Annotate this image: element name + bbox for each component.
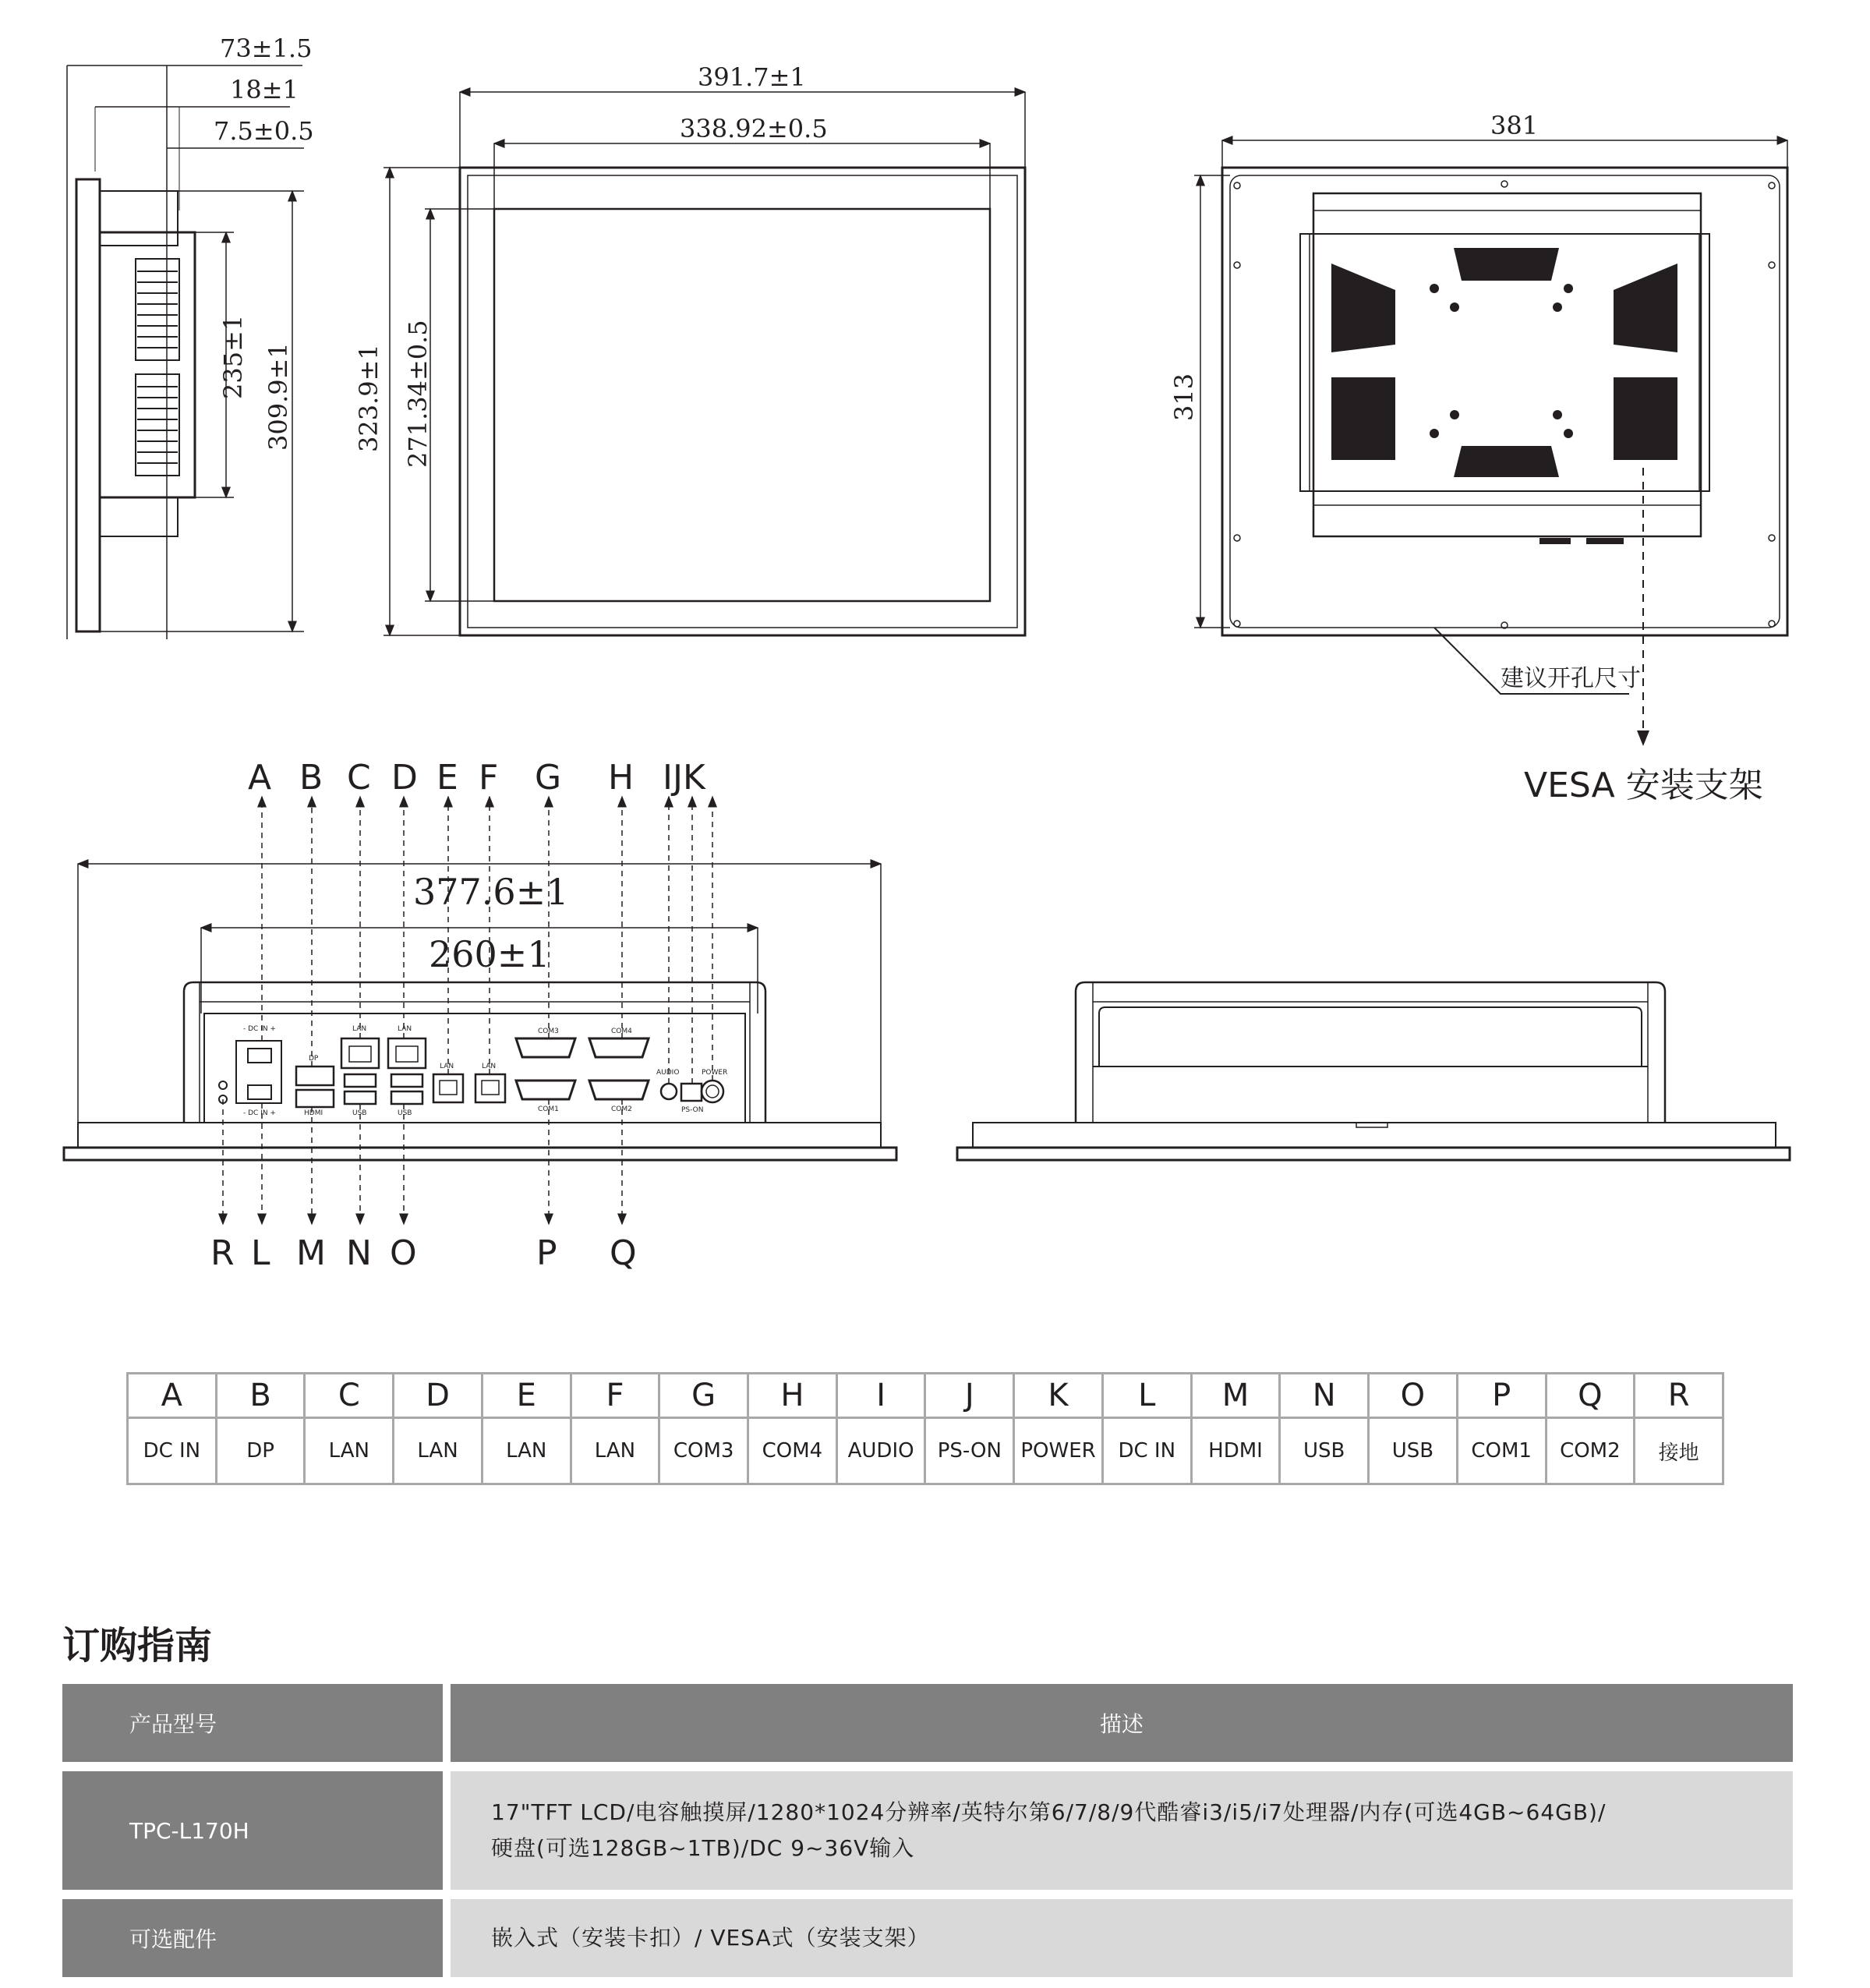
- label-lan1: LAN: [352, 1025, 367, 1033]
- dim-side-7-5: 7.5±0.5: [214, 116, 314, 146]
- port-name: COM3: [659, 1418, 748, 1484]
- port-name: DC IN: [128, 1418, 217, 1484]
- callout-o: O: [390, 1233, 417, 1273]
- port-letter: D: [394, 1374, 483, 1418]
- label-power: POWER: [702, 1069, 728, 1077]
- ordering-desc-line2: 硬盘(可选128GB~1TB)/DC 9~36V输入: [491, 1835, 915, 1861]
- dim-front-screen-height: 271.34±0.5: [403, 320, 433, 468]
- callout-n: N: [346, 1233, 372, 1273]
- dim-front-height: 323.9±1: [354, 344, 384, 452]
- port-letter: E: [482, 1374, 571, 1418]
- callout-a: A: [248, 758, 272, 798]
- port-letter: Q: [1546, 1374, 1635, 1418]
- callout-e: E: [437, 758, 458, 798]
- dim-back-width: 381: [1490, 111, 1539, 140]
- label-lan4: LAN: [482, 1063, 497, 1070]
- dim-io-span: 260±1: [429, 933, 550, 975]
- port-letter: P: [1457, 1374, 1546, 1418]
- callout-f: F: [479, 758, 499, 798]
- callout-ijk: IJK: [663, 758, 705, 798]
- port-letter: R: [1635, 1374, 1723, 1418]
- port-letter: A: [128, 1374, 217, 1418]
- label-dc-top: - DC IN +: [243, 1025, 276, 1033]
- rear-edge-view: [957, 982, 1790, 1160]
- port-letter: B: [216, 1374, 305, 1418]
- port-name: COM1: [1457, 1418, 1546, 1484]
- callout-d: D: [391, 758, 418, 798]
- port-legend-table: [126, 1372, 1724, 1485]
- port-letter: F: [571, 1374, 659, 1418]
- label-dp: DP: [309, 1055, 319, 1063]
- port-letter: I: [836, 1374, 925, 1418]
- label-lan3: LAN: [440, 1063, 454, 1070]
- callout-h: H: [608, 758, 635, 798]
- callout-m: M: [296, 1233, 326, 1273]
- label-com3: COM3: [538, 1028, 559, 1035]
- callout-r: R: [210, 1233, 235, 1273]
- port-letter: M: [1191, 1374, 1280, 1418]
- dim-side-235: 235±1: [218, 314, 248, 399]
- label-com4: COM4: [611, 1028, 632, 1035]
- front-view: [384, 92, 1025, 635]
- port-letter: J: [925, 1374, 1014, 1418]
- port-letter: G: [659, 1374, 748, 1418]
- port-name: LAN: [571, 1418, 659, 1484]
- vesa-bracket-label: VESA 安装支架: [1524, 766, 1763, 805]
- port-name: AUDIO: [836, 1418, 925, 1484]
- dim-side-18: 18±1: [230, 75, 299, 104]
- port-name: LAN: [394, 1418, 483, 1484]
- port-letter: L: [1102, 1374, 1191, 1418]
- cutout-note: 建议开孔尺寸: [1501, 665, 1641, 692]
- callout-g: G: [535, 758, 562, 798]
- port-name: USB: [1280, 1418, 1369, 1484]
- port-name: DP: [216, 1418, 305, 1484]
- port-letter: K: [1014, 1374, 1103, 1418]
- label-pson: PS-ON: [681, 1106, 704, 1114]
- ordering-desc-line1: 17"TFT LCD/电容触摸屏/1280*1024分辨率/英特尔第6/7/8/9代酷睿i3/i5/i7处理器/内存(可选4GB~64GB)/: [491, 1799, 1607, 1825]
- back-view: [1222, 168, 1787, 635]
- port-name: USB: [1369, 1418, 1458, 1484]
- port-name: COM2: [1546, 1418, 1635, 1484]
- callout-q: Q: [610, 1233, 637, 1273]
- ordering-description: [451, 1771, 1793, 1890]
- vesa-plate: [1331, 248, 1677, 544]
- port-letter: H: [748, 1374, 837, 1418]
- label-com1: COM1: [538, 1105, 559, 1113]
- port-name: DC IN: [1102, 1418, 1191, 1484]
- callout-c: C: [347, 758, 371, 798]
- callout-p: P: [536, 1233, 557, 1273]
- port-name: HDMI: [1191, 1418, 1280, 1484]
- port-name: LAN: [482, 1418, 571, 1484]
- label-usb1: USB: [352, 1109, 367, 1117]
- ordering-model: TPC-L170H: [62, 1771, 443, 1890]
- callout-b: B: [299, 758, 323, 798]
- dim-back-height: 313: [1169, 373, 1199, 421]
- label-hdmi: HDMI: [304, 1109, 323, 1117]
- ordering-header-model: 产品型号: [62, 1684, 443, 1762]
- port-name: COM4: [748, 1418, 837, 1484]
- ordering-header-desc: 描述: [451, 1684, 1793, 1762]
- port-letter: C: [305, 1374, 394, 1418]
- port-letter: O: [1369, 1374, 1458, 1418]
- ordering-guide-title: 订购指南: [62, 1624, 213, 1668]
- dim-side-309: 309.9±1: [263, 342, 293, 451]
- port-letter: N: [1280, 1374, 1369, 1418]
- label-audio: AUDIO: [656, 1069, 680, 1077]
- label-com2: COM2: [611, 1105, 632, 1113]
- port-name: LAN: [305, 1418, 394, 1484]
- dim-io-width: 377.6±1: [413, 871, 569, 913]
- dim-front-width: 391.7±1: [698, 62, 806, 92]
- dim-front-screen-width: 338.92±0.5: [680, 114, 828, 143]
- label-dc-bottom: - DC IN +: [243, 1109, 276, 1117]
- callout-l: L: [251, 1233, 270, 1273]
- port-name: PS-ON: [925, 1418, 1014, 1484]
- port-name: 接地: [1635, 1418, 1723, 1484]
- label-lan2: LAN: [398, 1025, 412, 1033]
- dim-side-depth: 73±1.5: [220, 34, 313, 63]
- ordering-accessory-label: 可选配件: [62, 1899, 443, 1977]
- label-usb2: USB: [398, 1109, 412, 1117]
- port-name: POWER: [1014, 1418, 1103, 1484]
- ordering-accessory-desc: 嵌入式（安装卡扣）/ VESA式（安装支架）: [451, 1899, 1793, 1977]
- io-panel-view: [64, 797, 896, 1224]
